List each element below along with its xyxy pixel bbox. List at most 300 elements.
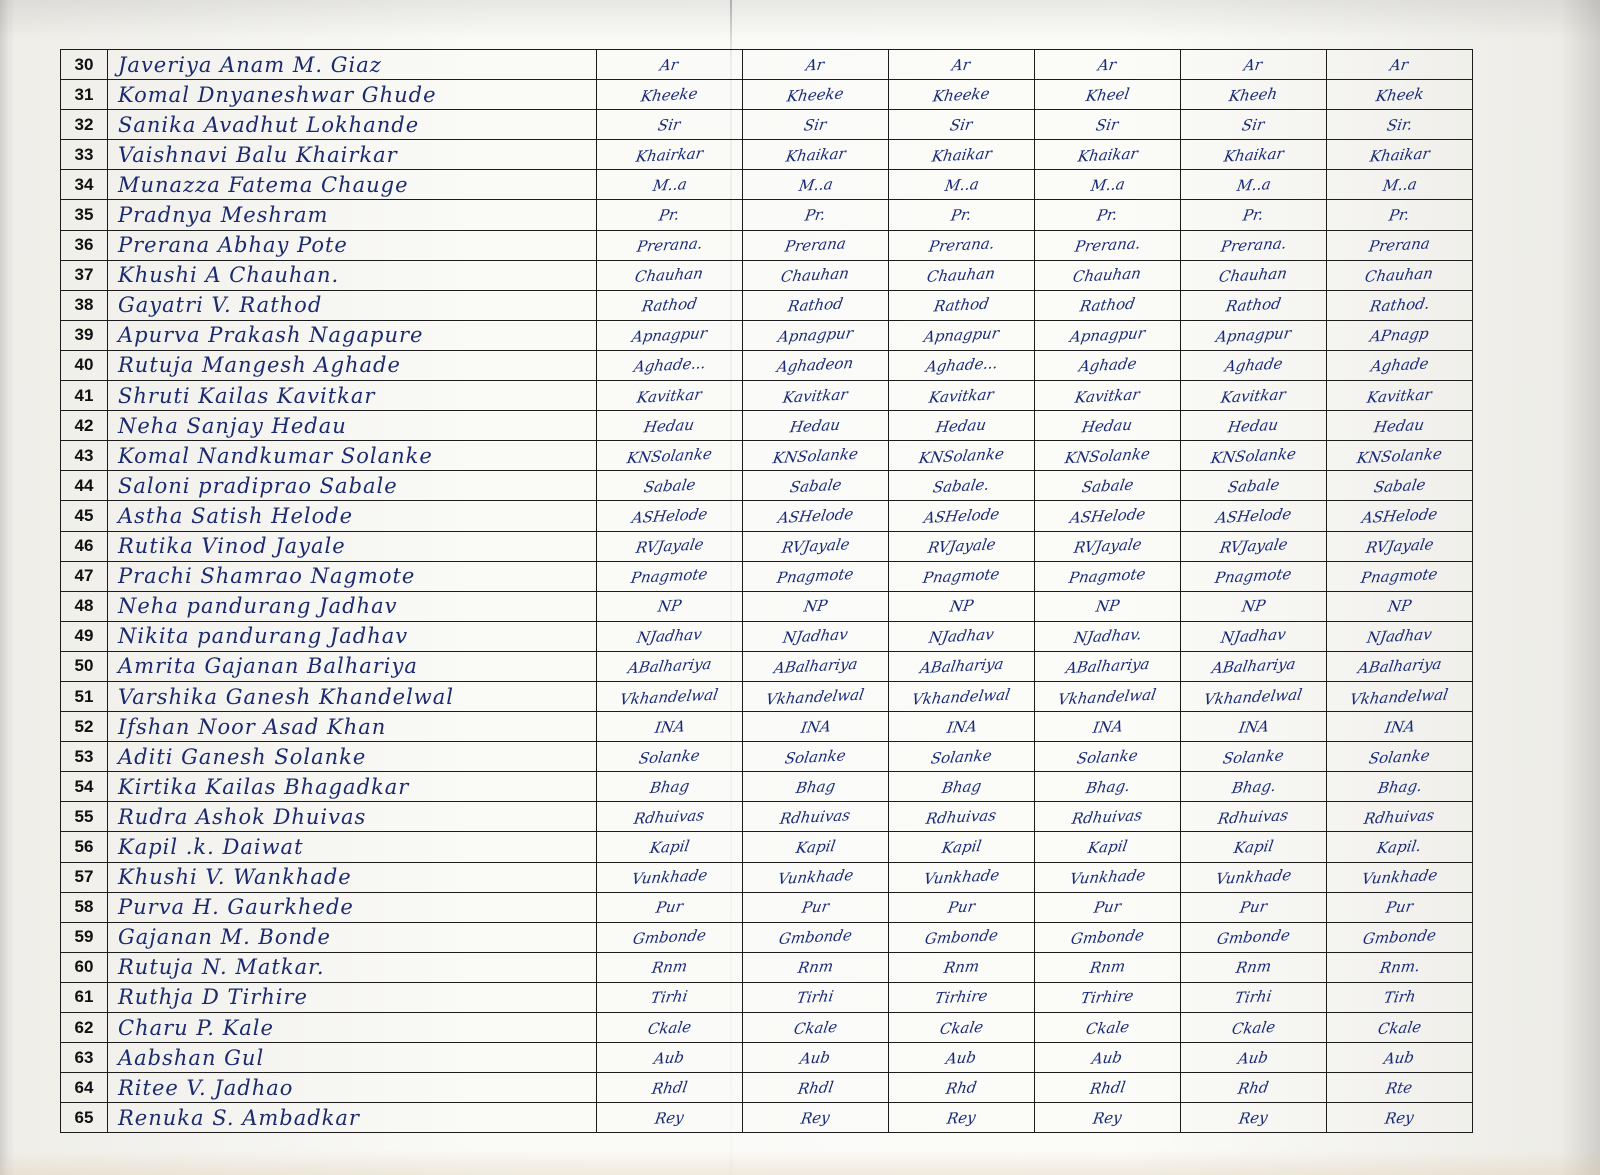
signature-cell — [1327, 471, 1473, 501]
signature: Tirhire — [1079, 986, 1136, 1008]
signature: Solanke — [1075, 746, 1140, 768]
signature: Bhag. — [1230, 776, 1277, 798]
signature-cell — [743, 561, 889, 591]
signature: Pur — [1092, 897, 1123, 917]
signature-cell — [1035, 681, 1181, 711]
signature-cell — [889, 50, 1035, 80]
signature: NJadhav. — [1072, 625, 1143, 648]
signature-cell — [1035, 892, 1181, 922]
signature: INA — [653, 716, 686, 737]
table-row — [61, 802, 1473, 832]
signature-cell — [597, 531, 743, 561]
signature-cell — [743, 140, 889, 170]
signature: Rnm — [1234, 957, 1273, 978]
signature: M..a — [1089, 174, 1126, 195]
signature: NP — [802, 596, 829, 616]
student-name: Apurva Prakash Nagapure — [108, 320, 597, 350]
serial-number: 39 — [61, 320, 108, 350]
student-name: Neha pandurang Jadhav — [108, 591, 597, 621]
signature-cell — [1181, 892, 1327, 922]
table-row — [61, 561, 1473, 591]
signature-cell — [1327, 651, 1473, 681]
student-name: Aditi Ganesh Solanke — [108, 742, 597, 772]
signature: Ckale — [1084, 1017, 1131, 1038]
table-row — [61, 350, 1473, 380]
signature-cell — [1181, 1103, 1327, 1133]
signature: Solanke — [783, 746, 848, 768]
signature: Pur — [654, 897, 685, 917]
signature-cell — [1035, 1013, 1181, 1043]
signature-cell — [597, 982, 743, 1012]
signature-cell — [1181, 681, 1327, 711]
signature-cell — [743, 892, 889, 922]
signature-cell — [743, 862, 889, 892]
serial-number: 52 — [61, 712, 108, 742]
serial-number: 40 — [61, 350, 108, 380]
signature-cell — [743, 260, 889, 290]
signature: Apnagpur — [630, 324, 709, 347]
table-row — [61, 381, 1473, 411]
signature: Hedau — [789, 415, 842, 437]
signature: Kapil — [1086, 836, 1129, 858]
serial-number: 58 — [61, 892, 108, 922]
signature: Pr. — [1241, 205, 1266, 225]
signature: Rhd — [1236, 1077, 1271, 1098]
student-name: Amrita Gajanan Balhariya — [108, 651, 597, 681]
student-name: Ifshan Noor Asad Khan — [108, 712, 597, 742]
signature-cell — [1327, 350, 1473, 380]
signature: Chauhan — [634, 264, 705, 287]
table-row — [61, 110, 1473, 140]
signature: Vkhandelwal — [619, 684, 720, 709]
signature-cell — [597, 140, 743, 170]
signature-cell — [743, 200, 889, 230]
signature-cell — [597, 922, 743, 952]
signature-cell — [743, 471, 889, 501]
table-row — [61, 290, 1473, 320]
signature: Prerana. — [1219, 234, 1288, 256]
table-row — [61, 772, 1473, 802]
signature-cell — [889, 531, 1035, 561]
signature-cell — [743, 320, 889, 350]
signature-cell — [889, 1013, 1035, 1043]
student-name: Gayatri V. Rathod — [108, 290, 597, 320]
signature-cell — [1035, 50, 1181, 80]
signature: Rathod — [640, 294, 699, 316]
signature: Rdhuivas — [925, 805, 998, 828]
table-row — [61, 50, 1473, 80]
table-row — [61, 80, 1473, 110]
signature: KNSolanke — [917, 444, 1006, 468]
signature: Ckale — [1230, 1017, 1277, 1038]
signature: Vunkhade — [776, 866, 855, 889]
signature-cell — [597, 1043, 743, 1073]
signature-cell — [1181, 501, 1327, 531]
signature: Kheek — [1374, 84, 1425, 105]
signature: Chauhan — [1072, 264, 1143, 287]
signature-cell — [743, 681, 889, 711]
signature: Chauhan — [1364, 264, 1435, 287]
signature: Sabale — [788, 475, 843, 497]
signature-cell — [889, 892, 1035, 922]
signature: Hedau — [1081, 415, 1134, 437]
student-name: Aabshan Gul — [108, 1043, 597, 1073]
student-name: Shruti Kailas Kavitkar — [108, 381, 597, 411]
student-name: Kirtika Kailas Bhagadkar — [108, 772, 597, 802]
signature: Rey — [799, 1107, 832, 1128]
signature: Solanke — [1221, 746, 1286, 768]
student-name: Rudra Ashok Dhuivas — [108, 802, 597, 832]
signature-cell — [1327, 922, 1473, 952]
student-name: Prerana Abhay Pote — [108, 230, 597, 260]
signature: Rhd — [944, 1077, 979, 1098]
signature-cell — [597, 772, 743, 802]
signature-cell — [1181, 441, 1327, 471]
serial-number: 61 — [61, 982, 108, 1012]
signature: Bhag — [794, 776, 837, 797]
signature: Aub — [1383, 1047, 1416, 1068]
signature-cell — [743, 651, 889, 681]
signature: Ar — [659, 54, 680, 75]
signature: Sabale — [1226, 475, 1281, 497]
table-row — [61, 320, 1473, 350]
serial-number: 63 — [61, 1043, 108, 1073]
signature: ASHelode — [922, 504, 1001, 528]
serial-number: 60 — [61, 952, 108, 982]
signature: Vunkhade — [1068, 866, 1147, 889]
signature: Vkhandelwal — [1057, 684, 1158, 709]
signature: Pr. — [803, 205, 828, 225]
signature-cell — [1035, 471, 1181, 501]
signature-cell — [1327, 140, 1473, 170]
table-row — [61, 1043, 1473, 1073]
signature-cell — [743, 50, 889, 80]
signature-cell — [889, 320, 1035, 350]
student-name: Komal Dnyaneshwar Ghude — [108, 80, 597, 110]
signature: ABalhariya — [1356, 655, 1443, 678]
serial-number: 46 — [61, 531, 108, 561]
student-name: Ritee V. Jadhao — [108, 1073, 597, 1103]
table-row — [61, 922, 1473, 952]
signature: Ar — [1389, 54, 1410, 75]
signature-cell — [1181, 922, 1327, 952]
signature: M..a — [943, 174, 980, 195]
shadow-left — [0, 0, 14, 1175]
signature: Pnagmote — [629, 565, 710, 588]
signature-cell — [1327, 531, 1473, 561]
signature: ABalhariya — [1210, 655, 1297, 678]
signature: Vunkhade — [922, 866, 1001, 889]
signature-cell — [1035, 621, 1181, 651]
signature-cell — [1181, 381, 1327, 411]
signature-cell — [743, 531, 889, 561]
signature-cell — [1181, 80, 1327, 110]
signature: Ar — [951, 54, 972, 75]
signature-cell — [1327, 50, 1473, 80]
table-row — [61, 1013, 1473, 1043]
signature: KNSolanke — [1209, 444, 1298, 468]
signature-cell — [1035, 350, 1181, 380]
signature-cell — [889, 1073, 1035, 1103]
signature-cell — [743, 1103, 889, 1133]
signature-cell — [889, 1103, 1035, 1133]
signature-cell — [1035, 1073, 1181, 1103]
signature-cell — [1327, 80, 1473, 110]
student-name: Charu P. Kale — [108, 1013, 597, 1043]
signature-cell — [597, 892, 743, 922]
signature-cell — [1035, 411, 1181, 441]
signature: Pr. — [1095, 205, 1120, 225]
signature-cell — [1327, 441, 1473, 471]
signature: Rdhuivas — [1363, 805, 1436, 828]
signature-cell — [889, 772, 1035, 802]
signature: INA — [1383, 716, 1416, 737]
serial-number: 42 — [61, 411, 108, 441]
signature: Tirhi — [1233, 987, 1274, 1008]
signature-cell — [743, 832, 889, 862]
signature: Sir. — [1385, 114, 1414, 135]
student-name: Nikita pandurang Jadhav — [108, 621, 597, 651]
signature: Pnagmote — [921, 565, 1002, 588]
signature: NP — [1094, 596, 1121, 616]
signature: M..a — [1235, 174, 1272, 195]
signature-cell — [889, 742, 1035, 772]
signature-cell — [1181, 832, 1327, 862]
signature: Kavitkar — [635, 384, 704, 407]
signature-cell — [743, 1073, 889, 1103]
signature-cell — [1035, 1103, 1181, 1133]
signature-cell — [1035, 110, 1181, 140]
signature: Aub — [1091, 1047, 1124, 1068]
signature: Ar — [1243, 54, 1264, 75]
signature-cell — [1327, 501, 1473, 531]
signature: Ckale — [938, 1017, 985, 1038]
signature: M..a — [651, 174, 688, 195]
signature: Kheel — [1084, 84, 1131, 105]
signature: Solanke — [637, 746, 702, 768]
signature-cell — [597, 712, 743, 742]
table-row — [61, 260, 1473, 290]
signature: Kapil — [648, 836, 691, 858]
signature: Rey — [1237, 1107, 1270, 1128]
signature: Rathod — [786, 294, 845, 316]
signature-cell — [1327, 411, 1473, 441]
table-row — [61, 411, 1473, 441]
signature-cell — [889, 681, 1035, 711]
signature: ABalhariya — [626, 655, 713, 678]
serial-number: 53 — [61, 742, 108, 772]
signature: Tirhi — [649, 987, 690, 1008]
signature-cell — [1327, 621, 1473, 651]
signature: Sir — [1240, 115, 1267, 135]
signature-cell — [597, 832, 743, 862]
table-row — [61, 862, 1473, 892]
signature-cell — [1327, 320, 1473, 350]
signature: Aghade... — [632, 354, 707, 377]
signature: Rnm. — [1378, 957, 1421, 978]
table-row — [61, 651, 1473, 681]
student-name: Kapil .k. Daiwat — [108, 832, 597, 862]
signature: Chauhan — [1218, 264, 1289, 287]
signature-cell — [1035, 80, 1181, 110]
signature: Kheeke — [785, 84, 846, 106]
signature-cell — [743, 952, 889, 982]
serial-number: 48 — [61, 591, 108, 621]
signature-cell — [597, 561, 743, 591]
signature-cell — [889, 230, 1035, 260]
signature-cell — [1181, 531, 1327, 561]
signature: ASHelode — [630, 504, 709, 528]
signature: Khairkar — [634, 143, 705, 166]
signature-cell — [1327, 952, 1473, 982]
signature: Prerana — [783, 234, 848, 256]
signature: RVJayale — [634, 535, 705, 557]
table-row — [61, 471, 1473, 501]
student-name: Khushi V. Wankhade — [108, 862, 597, 892]
signature-cell — [597, 952, 743, 982]
signature: Pnagmote — [1067, 565, 1148, 588]
signature: Vkhandelwal — [765, 684, 866, 709]
signature: Rnm — [1088, 957, 1127, 978]
signature: ASHelode — [1360, 504, 1439, 528]
signature-cell — [889, 200, 1035, 230]
signature: Rdhuivas — [1217, 805, 1290, 828]
signature-cell — [1035, 772, 1181, 802]
signature-cell — [889, 922, 1035, 952]
signature: RVJayale — [926, 535, 997, 557]
signature-cell — [1181, 140, 1327, 170]
signature-cell — [743, 591, 889, 621]
signature: KNSolanke — [625, 444, 714, 468]
signature: M..a — [797, 174, 834, 195]
signature: Kavitkar — [1219, 384, 1288, 407]
signature-cell — [597, 441, 743, 471]
signature: Solanke — [929, 746, 994, 768]
signature: Khaikar — [1076, 144, 1139, 166]
signature-cell — [597, 501, 743, 531]
table-row — [61, 712, 1473, 742]
signature: Vkhandelwal — [1203, 684, 1304, 709]
signature-cell — [1327, 802, 1473, 832]
signature: NJadhav — [927, 625, 996, 648]
signature: Rathod — [1078, 294, 1137, 316]
signature-cell — [1327, 1103, 1473, 1133]
student-name: Khushi A Chauhan. — [108, 260, 597, 290]
signature-cell — [597, 350, 743, 380]
signature-cell — [1327, 892, 1473, 922]
signature: Ar — [805, 54, 826, 75]
signature: Sabale — [1080, 475, 1135, 497]
signature: Kavitkar — [1365, 384, 1434, 407]
signature-cell — [889, 591, 1035, 621]
signature-cell — [597, 230, 743, 260]
signature: Gmbonde — [1215, 926, 1292, 949]
signature-cell — [597, 170, 743, 200]
signature-cell — [1181, 200, 1327, 230]
signature-cell — [597, 471, 743, 501]
signature-cell — [1327, 110, 1473, 140]
signature-cell — [1035, 170, 1181, 200]
signature-cell — [1181, 651, 1327, 681]
signature-cell — [597, 862, 743, 892]
signature-cell — [889, 982, 1035, 1012]
signature: Rhdl — [1088, 1077, 1127, 1098]
signature-cell — [1327, 772, 1473, 802]
signature: Kheeh — [1227, 84, 1280, 105]
signature: Prerana. — [635, 234, 704, 256]
signature: Aub — [653, 1047, 686, 1068]
table-row — [61, 501, 1473, 531]
signature-cell — [889, 80, 1035, 110]
signature: ASHelode — [776, 504, 855, 528]
signature: NJadhav — [781, 625, 850, 648]
serial-number: 49 — [61, 621, 108, 651]
signature-cell — [597, 1103, 743, 1133]
student-name: Munazza Fatema Chauge — [108, 170, 597, 200]
signature: Rey — [653, 1107, 686, 1128]
signature-cell — [1327, 832, 1473, 862]
student-name: Pradnya Meshram — [108, 200, 597, 230]
signature-cell — [597, 320, 743, 350]
signature: Rdhuivas — [1071, 805, 1144, 828]
signature-cell — [1035, 260, 1181, 290]
table-row — [61, 441, 1473, 471]
serial-number: 31 — [61, 80, 108, 110]
signature-cell — [597, 651, 743, 681]
table-row — [61, 170, 1473, 200]
signature: Sir — [948, 115, 975, 135]
signature: Gmbonde — [1361, 926, 1438, 949]
signature-cell — [1181, 471, 1327, 501]
signature: Kapil. — [1376, 836, 1423, 858]
signature-cell — [1035, 982, 1181, 1012]
table-row — [61, 531, 1473, 561]
signature: INA — [945, 716, 978, 737]
signature: NJadhav — [1219, 625, 1288, 648]
shadow-right — [1560, 0, 1600, 1175]
table-row — [61, 591, 1473, 621]
signature-cell — [743, 982, 889, 1012]
signature: Ckale — [646, 1017, 693, 1038]
serial-number: 51 — [61, 681, 108, 711]
signature-cell — [597, 742, 743, 772]
signature: Rey — [1091, 1107, 1124, 1128]
signature-cell — [1181, 982, 1327, 1012]
table-row — [61, 681, 1473, 711]
signature: Khaikar — [930, 144, 993, 166]
signature: Kheeke — [931, 84, 992, 106]
student-name: Rutuja Mangesh Aghade — [108, 350, 597, 380]
signature: NP — [1386, 596, 1413, 616]
signature-cell — [597, 290, 743, 320]
signature: Pur — [946, 897, 977, 917]
student-name: Purva H. Gaurkhede — [108, 892, 597, 922]
signature: Apnagpur — [1068, 324, 1147, 347]
signature-cell — [1181, 411, 1327, 441]
signature-cell — [743, 350, 889, 380]
signature-cell — [1035, 651, 1181, 681]
signature: Pnagmote — [1359, 565, 1440, 588]
signature: Vunkhade — [630, 866, 709, 889]
signature: Aub — [799, 1047, 832, 1068]
signature: Pur — [1238, 897, 1269, 917]
signature: Sir — [656, 115, 683, 135]
signature-cell — [743, 501, 889, 531]
signature-cell — [1035, 952, 1181, 982]
signature-cell — [743, 1043, 889, 1073]
signature: Kapil — [940, 836, 983, 858]
signature-cell — [1327, 260, 1473, 290]
